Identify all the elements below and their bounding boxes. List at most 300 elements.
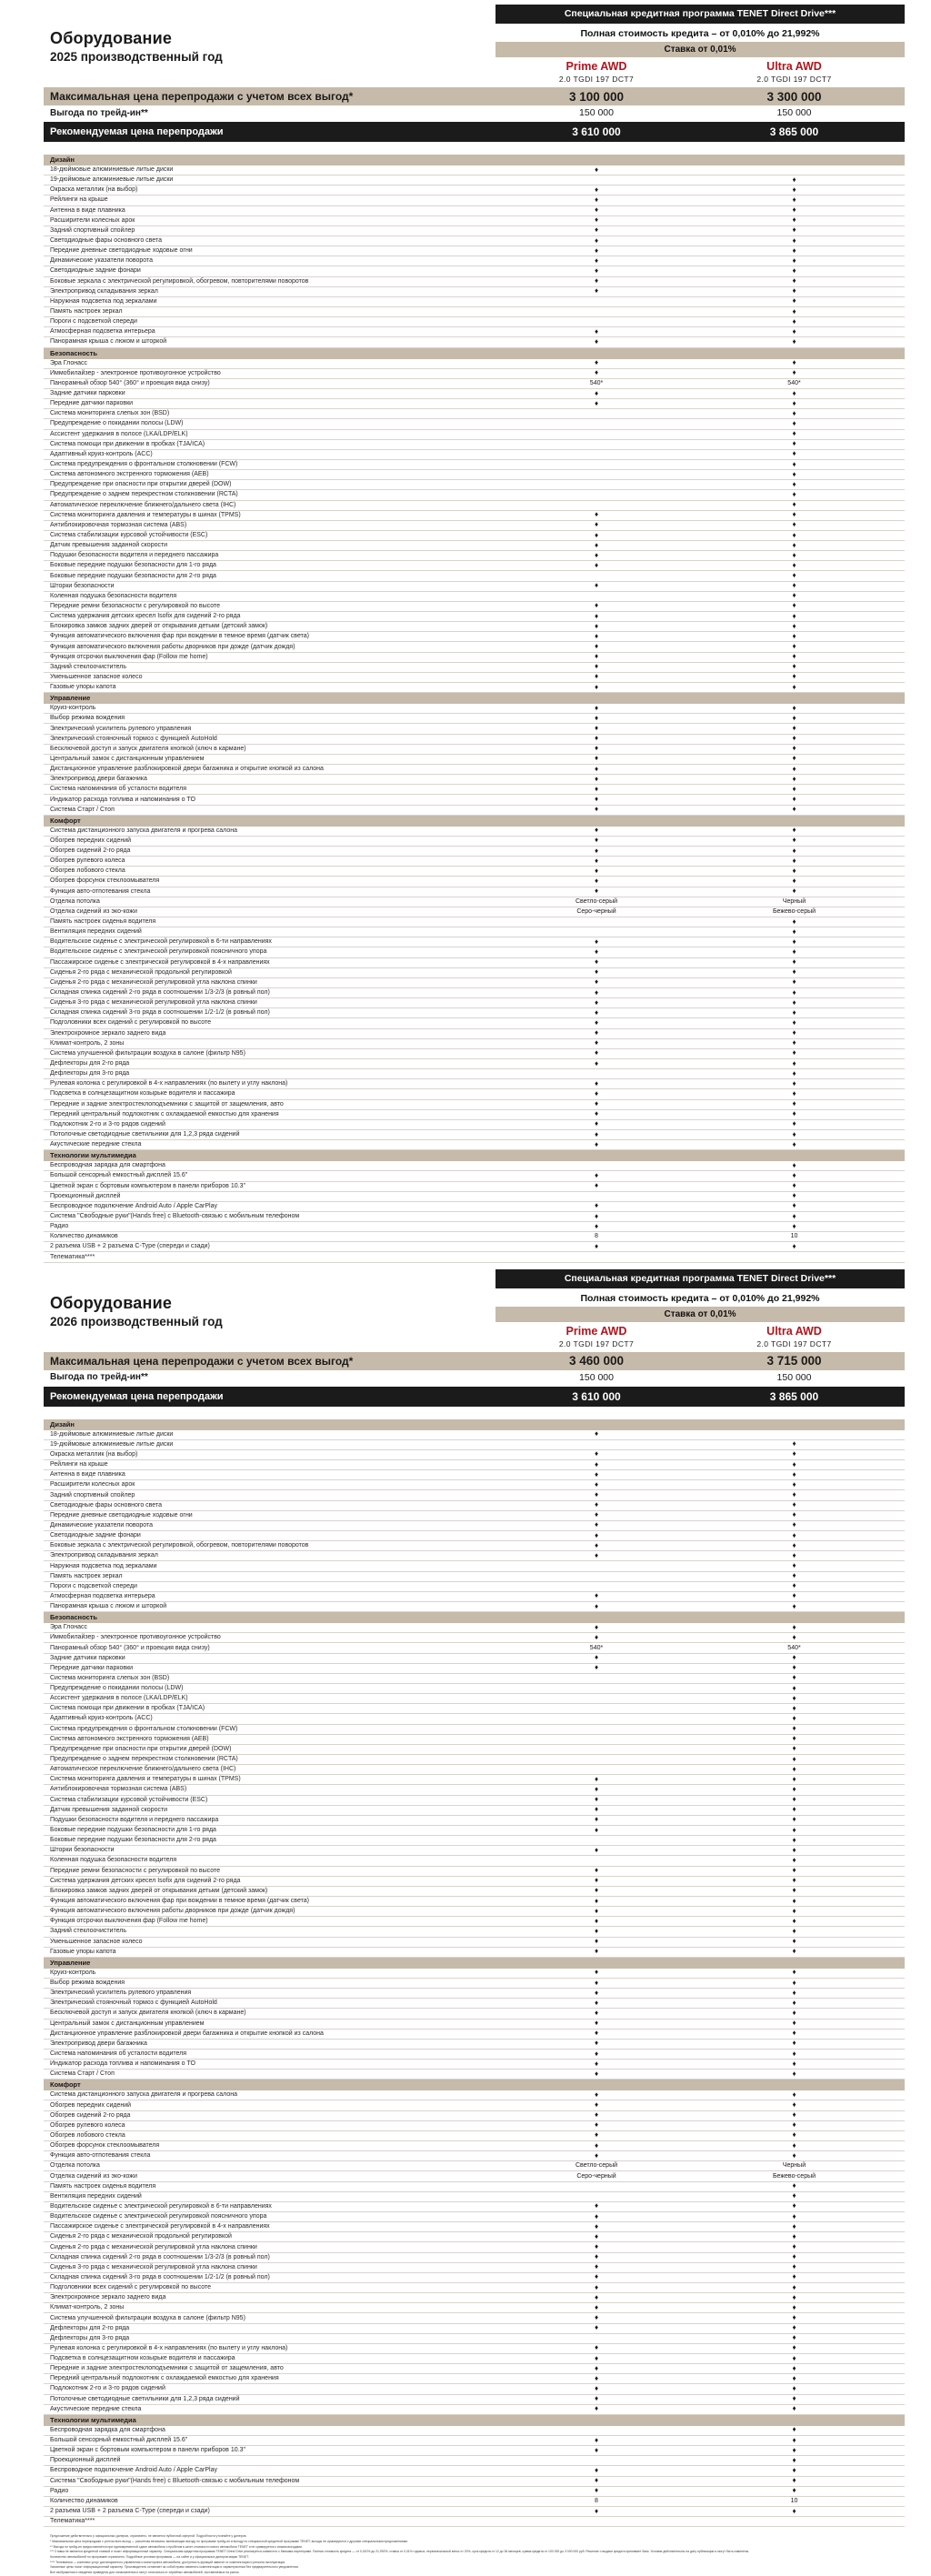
feature-row [44,1785,905,1795]
diamond-marker-icon: ♦ [792,1439,796,1448]
feature-label: Подсветка в солнцезащитном козырьке водителя и пассажира [50,1090,235,1098]
feature-table-2025 [44,155,905,1263]
diamond-marker-icon: ♦ [594,2363,599,2372]
ultra-value [684,2070,905,2080]
diamond-marker-icon: ♦ [792,489,796,498]
footnote-line: Все изображения и сведения приведены для ознакомления и могут отличаться от серийных автомобилей, поставляемых на рынок. [50,2571,240,2575]
section-header: Безопасность [44,1612,905,1623]
diamond-marker-icon: ♦ [792,500,796,509]
prime-value [509,358,684,368]
feature-label: Центральный замок с дистанционным управлением [50,2020,205,2027]
diamond-marker-icon: ♦ [792,1754,796,1763]
feature-label: Система напоминания об усталости водителя [50,786,187,793]
ultra-value [684,1755,905,1765]
diamond-marker-icon: ♦ [792,1530,796,1539]
feature-row [44,1969,905,1979]
ultra-value [684,276,905,286]
ultra-value [684,2425,905,2435]
diamond-marker-icon: ♦ [792,1703,796,1712]
diamond-marker-icon: ♦ [594,1805,599,1814]
feature-row [44,1440,905,1450]
ultra-value [684,1140,905,1150]
feature-label: Количество динамиков [50,2497,118,2504]
ultra-value: 10 [790,2497,798,2504]
diamond-marker-icon: ♦ [594,997,599,1007]
footnote-line: * Максимальная цена перепродажи с учетом всех выгод — расчетная величина, включающая выгоду по программе трейд-ин и выгоду по специальной кредитной программе TENET; выгоды не суммируются с другими специальными предложениями. [50,2539,408,2543]
diamond-marker-icon: ♦ [594,1469,599,1478]
feature-row [44,2131,905,2141]
ultra-value [684,1439,905,1449]
diamond-marker-icon: ♦ [792,336,796,346]
prime-value [509,2029,684,2039]
feature-row [44,2334,905,2344]
diamond-marker-icon: ♦ [792,1774,796,1783]
diamond-marker-icon: ♦ [792,185,796,194]
ultra-value [684,205,905,216]
diamond-marker-icon: ♦ [594,2150,599,2160]
ultra-value [684,195,905,205]
ultra-value [684,2394,905,2404]
feature-label: Выбор режима вождения [50,1980,125,1986]
diamond-marker-icon: ♦ [792,1099,796,1108]
ultra-value [684,1520,905,1530]
prime-value [509,2070,684,2080]
diamond-marker-icon: ♦ [594,642,599,651]
ultra-value [684,754,905,764]
diamond-marker-icon: ♦ [594,947,599,956]
feature-label: Электрический усилитель рулевого управления [50,1990,192,1997]
feature-row [44,2242,905,2252]
feature-row [44,1735,905,1745]
diamond-marker-icon: ♦ [594,246,599,255]
feature-label: Климат-контроль, 2 зоны [50,1039,125,1047]
ultra-value [684,2283,905,2293]
feature-row [44,1836,905,1846]
diamond-marker-icon: ♦ [792,1129,796,1138]
diamond-marker-icon: ♦ [792,1998,796,2007]
diamond-marker-icon: ♦ [792,2292,796,2301]
feature-label: Электрический стояночный тормоз с функцией AutoHold [50,735,217,742]
diamond-marker-icon: ♦ [792,306,796,316]
feature-row [44,2009,905,2019]
feature-label: Пассажирское сиденье с электрической регулировкой в 4-х направлениях [50,958,270,966]
ultra-value [684,1673,905,1683]
feature-row [44,2405,905,2415]
feature-row [44,2182,905,2192]
feature-label: Водительское сиденье с электрической регулировкой поясничного упора [50,2213,267,2220]
equipment-block-2025 [0,0,931,1263]
feature-row [44,1100,905,1110]
feature-row [44,2364,905,2374]
prime-value [509,2009,684,2019]
feature-label: Подушки безопасности водителя и переднего пассажира [50,552,219,559]
feature-label: 2 разъема USB + 2 разъема C-Type (спереди и сзади) [50,2508,210,2515]
diamond-marker-icon: ♦ [594,2302,599,2311]
ultra-value [684,1449,905,1459]
prime-value [509,1480,684,1490]
diamond-marker-icon: ♦ [792,917,796,926]
diamond-marker-icon: ♦ [594,1784,599,1793]
feature-table-2026 [44,1419,905,2528]
feature-row [44,785,905,795]
diamond-marker-icon: ♦ [792,1632,796,1641]
diamond-marker-icon: ♦ [792,479,796,488]
diamond-marker-icon: ♦ [594,1038,599,1047]
feature-label: Расширители колесных арок [50,216,135,224]
ultra-value [684,1130,905,1140]
diamond-marker-icon: ♦ [594,2476,599,2485]
prime-value [509,2466,684,2476]
feature-row [44,1029,905,1039]
feature-label: Электропривод двери багажника [50,776,147,783]
feature-row [44,2070,905,2080]
diamond-marker-icon: ♦ [792,1622,796,1631]
ultra-value [684,1907,905,1917]
feature-row [44,369,905,379]
feature-row [44,1059,905,1069]
feature-label: Обогрев сидений 2-го ряда [50,2111,131,2119]
feature-row [44,1049,905,1059]
prime-value [509,2343,684,2353]
ultra-value [684,1551,905,1561]
feature-row [44,632,905,642]
prime-value [509,2364,684,2374]
feature-label: Боковые передние подушки безопасности для 1-го ряда [50,562,216,569]
diamond-marker-icon: ♦ [792,2008,796,2017]
section-header: Комфорт [44,816,905,827]
ultra-value [684,957,905,967]
feature-row [44,1917,905,1927]
price-label: Рекомендуемая цена перепродажи [50,1390,224,1402]
feature-label: Светодиодные фары основного света [50,1501,162,1509]
credit-header [496,1269,905,1322]
ultra-value [684,480,905,490]
section-header: Управление [44,1958,905,1969]
feature-row [44,1867,905,1877]
prime-value [509,2446,684,2456]
prime-value [509,642,684,652]
feature-row [44,379,905,389]
ultra-value [684,1500,905,1510]
diamond-marker-icon: ♦ [594,1211,599,1220]
ultra-value [684,836,905,846]
diamond-marker-icon: ♦ [792,642,796,651]
ultra-value [684,2201,905,2211]
ultra-value [684,795,905,805]
feature-label: Система "Свободные руки"(Hands free) с Bluetooth-связью с мобильным телефоном [50,1212,300,1219]
feature-row [44,1765,905,1775]
diamond-marker-icon: ♦ [792,571,796,580]
diamond-marker-icon: ♦ [792,358,796,367]
diamond-marker-icon: ♦ [792,276,796,286]
prime-value [509,1429,684,1439]
feature-row [44,1171,905,1181]
diamond-marker-icon: ♦ [792,2262,796,2271]
prime-value [509,226,684,236]
prime-value [509,1212,684,1222]
diamond-marker-icon: ♦ [594,795,599,804]
feature-label: Система мониторинга давления и температуры в шинах (TPMS) [50,1776,241,1783]
diamond-marker-icon: ♦ [594,326,599,336]
prime-value [509,2436,684,2446]
feature-row [44,1242,905,1252]
feature-label: Подголовники всех сидений с регулировкой по высоте [50,1019,212,1027]
ultra-value [684,1897,905,1907]
diamond-marker-icon: ♦ [792,2242,796,2251]
prime-value [509,205,684,216]
feature-row [44,1989,905,1999]
diamond-marker-icon: ♦ [594,1916,599,1925]
feature-label: Панорамная крыша с люком и шторкой [50,338,167,346]
feature-row [44,236,905,246]
diamond-marker-icon: ♦ [792,1988,796,1997]
feature-row [44,1816,905,1826]
prime-value [509,1999,684,2009]
ultra-value [684,1663,905,1673]
feature-label: Обогрев лобового стекла [50,867,125,875]
footnote-line: **** Телематика — комплекс услуг дистанционного управления и мониторинга автомобиля; доступность функций зависит от комплектации и региона эксплуатации. [50,2560,286,2564]
feature-row [44,2060,905,2070]
diamond-marker-icon: ♦ [792,877,796,885]
diamond-marker-icon: ♦ [792,1683,796,1692]
diamond-marker-icon: ♦ [792,1088,796,1098]
feature-label: Система автономного экстренного торможения (AEB) [50,471,209,478]
diamond-marker-icon: ♦ [594,805,599,814]
prime-value [509,2374,684,2384]
diamond-marker-icon: ♦ [792,2211,796,2220]
diamond-marker-icon: ♦ [792,520,796,529]
ultra-value [684,1968,905,1978]
feature-label: Складная спинка сидений 3-го ряда в соотношении 1/2-1/2 (в ровный пол) [50,1009,270,1017]
price-label: Выгода по трейд-ин** [50,1372,148,1383]
diamond-marker-icon: ♦ [594,1795,599,1804]
diamond-marker-icon: ♦ [594,368,599,377]
diamond-marker-icon: ♦ [792,429,796,438]
feature-row [44,1120,905,1130]
diamond-marker-icon: ♦ [792,1926,796,1935]
ultra-value [684,1018,905,1028]
feature-label: Рулевая колонка с регулировкой в 4-х направлениях (по вылету и углу наклона) [50,1080,288,1088]
credit-rate-bar: Ставка от 0,01% [496,1307,905,1322]
feature-row [44,409,905,419]
prime-value [509,2212,684,2222]
ultra-value [684,327,905,337]
feature-label: Передние и задние электростеклоподъемники с защитой от защемления, авто [50,1100,284,1108]
prime-value [509,1653,684,1663]
diamond-marker-icon: ♦ [594,1653,599,1662]
feature-row [44,1252,905,1262]
feature-row [44,877,905,887]
prime-value [509,185,684,195]
diamond-marker-icon: ♦ [792,510,796,519]
feature-label: Система удержания детских кресел Isofix для сидений 2-го ряда [50,613,241,620]
feature-label: Система помощи при движении в пробках (TJA/ICA) [50,440,205,447]
diamond-marker-icon: ♦ [792,1581,796,1590]
prime-value [509,795,684,805]
feature-label: Память настроек зеркал [50,308,123,316]
prime-value [509,2130,684,2140]
diamond-marker-icon: ♦ [594,1429,599,1438]
section-header: Технологии мультимедиа [44,1150,905,1161]
diamond-marker-icon: ♦ [792,795,796,804]
diamond-marker-icon: ♦ [594,1500,599,1509]
prime-value [509,2141,684,2151]
feature-row [44,359,905,369]
prime-value [509,286,684,296]
diamond-marker-icon: ♦ [594,2353,599,2362]
feature-label: Бесключевой доступ и запуск двигателя кнопкой (ключ в кармане) [50,745,246,752]
feature-row [44,1755,905,1765]
prime-value [509,1470,684,1480]
ultra-value: 540* [787,379,801,386]
prime-value [509,216,684,226]
feature-row [44,1110,905,1120]
diamond-marker-icon: ♦ [792,2231,796,2240]
feature-row [44,206,905,216]
diamond-marker-icon: ♦ [792,1764,796,1773]
feature-row [44,1192,905,1202]
feature-label: Задний спортивный спойлер [50,226,135,234]
feature-row [44,2202,905,2212]
ultra-value [684,1815,905,1825]
diamond-marker-icon: ♦ [792,631,796,640]
feature-label: Система улучшенной фильтрации воздуха в салоне (фильтр N95) [50,1049,245,1057]
feature-row [44,2030,905,2040]
price-ultra: 3 715 000 [766,1354,822,1368]
ultra-value [684,1846,905,1856]
prime-value [509,1028,684,1038]
feature-row [44,602,905,612]
diamond-marker-icon: ♦ [792,2302,796,2311]
feature-row [44,2020,905,2030]
diamond-marker-icon: ♦ [792,1540,796,1549]
ultra-value [684,1191,905,1201]
feature-label: Система стабилизации курсовой устойчивости (ESC) [50,1796,208,1803]
feature-row [44,1592,905,1602]
prime-value [509,1500,684,1510]
feature-label: Иммобилайзер - электронное противоугонное устройство [50,1634,221,1641]
prime-value [509,1171,684,1181]
prime-value [509,947,684,957]
diamond-marker-icon: ♦ [594,2069,599,2078]
diamond-marker-icon: ♦ [792,1170,796,1179]
diamond-marker-icon: ♦ [594,2008,599,2017]
diamond-marker-icon: ♦ [792,1550,796,1559]
feature-row [44,968,905,978]
diamond-marker-icon: ♦ [594,216,599,225]
feature-row [44,1796,905,1806]
diamond-marker-icon: ♦ [792,611,796,620]
prime-value [509,847,684,857]
prime-value [509,236,684,246]
ultra-value [684,2364,905,2374]
feature-row [44,2384,905,2394]
feature-row [44,947,905,957]
diamond-marker-icon: ♦ [594,826,599,835]
feature-row [44,937,905,947]
feature-label: Выбор режима вождения [50,715,125,722]
feature-row [44,307,905,317]
feature-row [44,1846,905,1856]
diamond-marker-icon: ♦ [594,2465,599,2474]
feature-row [44,2192,905,2202]
diamond-marker-icon: ♦ [594,2323,599,2332]
prime-value [509,399,684,409]
feature-row [44,175,905,185]
feature-row [44,2171,905,2181]
diamond-marker-icon: ♦ [792,1663,796,1672]
ultra-value [684,1591,905,1601]
ultra-value [684,1161,905,1171]
prime-value [509,2293,684,2303]
feature-label: Передние ремни безопасности с регулировкой по высоте [50,1867,221,1874]
feature-row [44,2446,905,2456]
diamond-marker-icon: ♦ [594,266,599,275]
ultra-value [684,1201,905,1211]
prime-value [509,775,684,785]
ultra-value [684,1795,905,1805]
diamond-marker-icon: ♦ [594,967,599,977]
diamond-marker-icon: ♦ [792,560,796,569]
diamond-marker-icon: ♦ [594,540,599,549]
feature-label: Функция автоматического включения фар при вождении в темное время (датчик света) [50,633,309,640]
feature-row [44,1541,905,1551]
diamond-marker-icon: ♦ [594,2343,599,2352]
ultra-value [684,1927,905,1937]
diamond-marker-icon: ♦ [594,1221,599,1230]
credit-rate-bar: Ставка от 0,01% [496,42,905,57]
feature-label: Сиденья 2-го ряда с механической продольной регулировкой [50,2233,232,2240]
footnote-line: Количество автомобилей по программе ограничено. Подробные условия программы — на сайте и у официальных дилеров марки TENET. [50,2555,249,2560]
prime-value [509,724,684,734]
diamond-marker-icon: ♦ [594,1530,599,1539]
diamond-marker-icon: ♦ [792,2252,796,2261]
feature-label: Предупреждение при опасности при открытии дверей (DOW) [50,1745,232,1752]
ultra-value [684,2252,905,2262]
prime-value [509,652,684,662]
diamond-marker-icon: ♦ [792,1520,796,1529]
diamond-marker-icon: ♦ [594,256,599,265]
feature-row [44,907,905,917]
feature-row [44,1979,905,1989]
prime-value [509,2272,684,2282]
feature-row [44,653,905,663]
feature-row [44,1694,905,1704]
engine-ultra: 2.0 TGDI 197 DCT7 [756,75,832,84]
feature-row [44,2111,905,2121]
prime-value [509,704,684,714]
price-row-max [44,87,905,105]
diamond-marker-icon: ♦ [594,1058,599,1067]
credit-full-cost: Полная стоимость кредита – от 0,010% до 21,992% [580,28,820,39]
feature-row [44,1551,905,1561]
ultra-value [684,317,905,327]
feature-label: Подлокотник 2-го и 3-го рядов сидений [50,2385,165,2392]
diamond-marker-icon: ♦ [594,286,599,296]
diamond-marker-icon: ♦ [594,2231,599,2240]
feature-label: Боковые зеркала с электрической регулировкой, обогревом, повторителями поворотов [50,1542,309,1549]
feature-row [44,1643,905,1653]
diamond-marker-icon: ♦ [792,1571,796,1580]
diamond-marker-icon: ♦ [594,754,599,763]
prime-value [509,632,684,642]
ultra-value [684,967,905,977]
feature-row [44,2507,905,2517]
feature-label: Передние дневные светодиодные ходовые огни [50,247,193,255]
diamond-marker-icon: ♦ [792,1876,796,1885]
feature-label: Система дистанционного запуска двигателя и прогрева салона [50,827,237,834]
diamond-marker-icon: ♦ [792,2323,796,2332]
